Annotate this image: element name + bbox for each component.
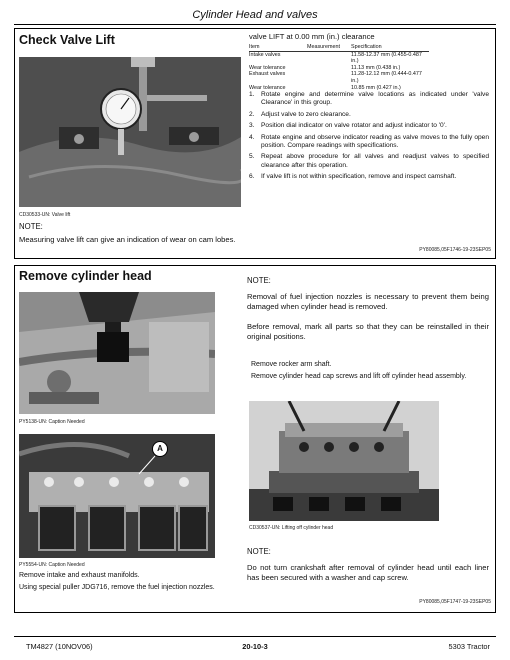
spec-cell — [307, 51, 351, 65]
note-label: NOTE: — [19, 222, 43, 231]
step-item — [249, 134, 489, 151]
step-text: If valve lift is not within specification, remove and inspect camshaft. — [261, 173, 457, 181]
step-number: 4. — [249, 133, 255, 141]
step-text: Remove rocker arm shaft. — [251, 361, 332, 368]
note-label: NOTE: — [247, 547, 271, 556]
step-number: 2. — [249, 110, 255, 118]
step-item — [249, 111, 489, 119]
callout-marker: A — [152, 441, 168, 457]
footer-rule — [14, 636, 496, 637]
manifold-illustration — [19, 434, 215, 558]
spec-table — [249, 44, 429, 91]
header-rule — [14, 24, 496, 25]
before-removal-text: Before removal, mark all parts so that they can be reinstalled in their original positions. — [247, 322, 489, 341]
spec-cell — [307, 71, 351, 84]
spec-cell: Intake valves — [249, 51, 281, 58]
lifting-head-illustration — [249, 401, 439, 521]
spec-row — [249, 71, 429, 84]
spec-row — [249, 51, 429, 65]
photo-caption: PY5138-UN: Caption Needed — [19, 419, 85, 425]
check-valve-lift-section — [14, 28, 496, 259]
nozzle-puller-photo — [19, 292, 215, 414]
spec-cell: 10.85 mm (0.427 in.) — [351, 84, 401, 91]
manifold-photo — [19, 434, 215, 558]
valve-lift-photo — [19, 57, 241, 207]
spec-cell: Exhaust valves — [249, 71, 286, 78]
step-text: Rotate engine and observe indicator reading as valve moves to the fully open position. Compare readings with specifications. — [261, 133, 489, 150]
page-header-title: Cylinder Head and valves — [192, 9, 318, 21]
note-text: Removal of fuel injection nozzles is necessary to prevent them being damaged when cylinder head is removed. — [247, 292, 489, 311]
footer-page-number: 20-10-3 — [242, 642, 268, 651]
remove-cylinder-head-section — [14, 265, 496, 613]
step-number: 1. — [249, 91, 255, 98]
step-item — [249, 91, 489, 108]
step-item — [249, 122, 489, 130]
note-label: NOTE: — [247, 276, 271, 285]
spec-header-row — [249, 44, 429, 51]
spec-row — [249, 65, 429, 72]
step-text: Remove intake and exhaust manifolds. — [19, 572, 140, 579]
spec-cell: 11.58-12.37 mm (0.455-0.487 in.) — [351, 51, 422, 65]
spec-cell: Wear tolerance — [249, 84, 286, 91]
step-number: 6. — [249, 173, 255, 181]
spec-cell: 11.13 mm (0.438 in.) — [351, 64, 401, 71]
spec-header-item: Item — [249, 44, 307, 51]
spec-cell: 11.28-12.12 mm (0.444-0.477 in.) — [351, 71, 422, 84]
step-text: Rotate engine and determine valve locations as indicated under 'valve Clearance' in this group. — [261, 91, 489, 107]
step-text: Using special puller JDG716, remove the fuel injection nozzles. — [19, 584, 215, 591]
section-title: Check Valve Lift — [19, 33, 115, 47]
section-title: Remove cylinder head — [19, 269, 152, 283]
footer-model: 5303 Tractor — [448, 642, 490, 651]
spec-header-measurement: Measurement — [307, 44, 351, 51]
reference-code: PY80085,05F1746-19-23SEP05 — [419, 247, 491, 253]
spec-cell: Wear tolerance — [249, 64, 286, 71]
valve-lift-illustration — [19, 57, 241, 207]
note-text: Measuring valve lift can give an indication of wear on cam lobes. — [19, 235, 236, 244]
photo-caption: PY5554-UN: Caption Needed — [19, 562, 85, 568]
step-item — [249, 173, 489, 181]
note-text: Do not turn crankshaft after removal of cylinder head until each liner has been secured with a washer and cap screw. — [247, 563, 489, 582]
photo-caption: CD30533-UN: Valve lift — [19, 212, 71, 218]
step-text: Position dial indicator on valve rotator and adjust indicator to '0'. — [261, 122, 447, 130]
step-text: Repeat above procedure for all valves and readjust valves to specified clearance after this operation. — [261, 153, 489, 169]
lifting-head-photo — [249, 401, 439, 521]
step-item — [249, 153, 489, 170]
step-text: Adjust valve to zero clearance. — [261, 110, 351, 118]
footer-manual-id: TM4827 (10NOV06) — [26, 642, 93, 651]
spec-header-specification: Specification — [351, 44, 429, 51]
step-number: 3. — [249, 122, 255, 130]
photo-caption: CD30537-UN: Lifting off cylinder head — [249, 525, 334, 531]
spec-title: valve LIFT at 0.00 mm (in.) clearance — [249, 32, 375, 41]
reference-code: PY80085,05F1747-19-23SEP05 — [419, 599, 491, 605]
spec-cell — [307, 65, 351, 72]
nozzle-puller-illustration — [19, 292, 215, 414]
valve-lift-steps — [249, 91, 489, 185]
step-text: Remove cylinder head cap screws and lift off cylinder head assembly. — [251, 373, 467, 380]
step-number: 5. — [249, 153, 255, 161]
